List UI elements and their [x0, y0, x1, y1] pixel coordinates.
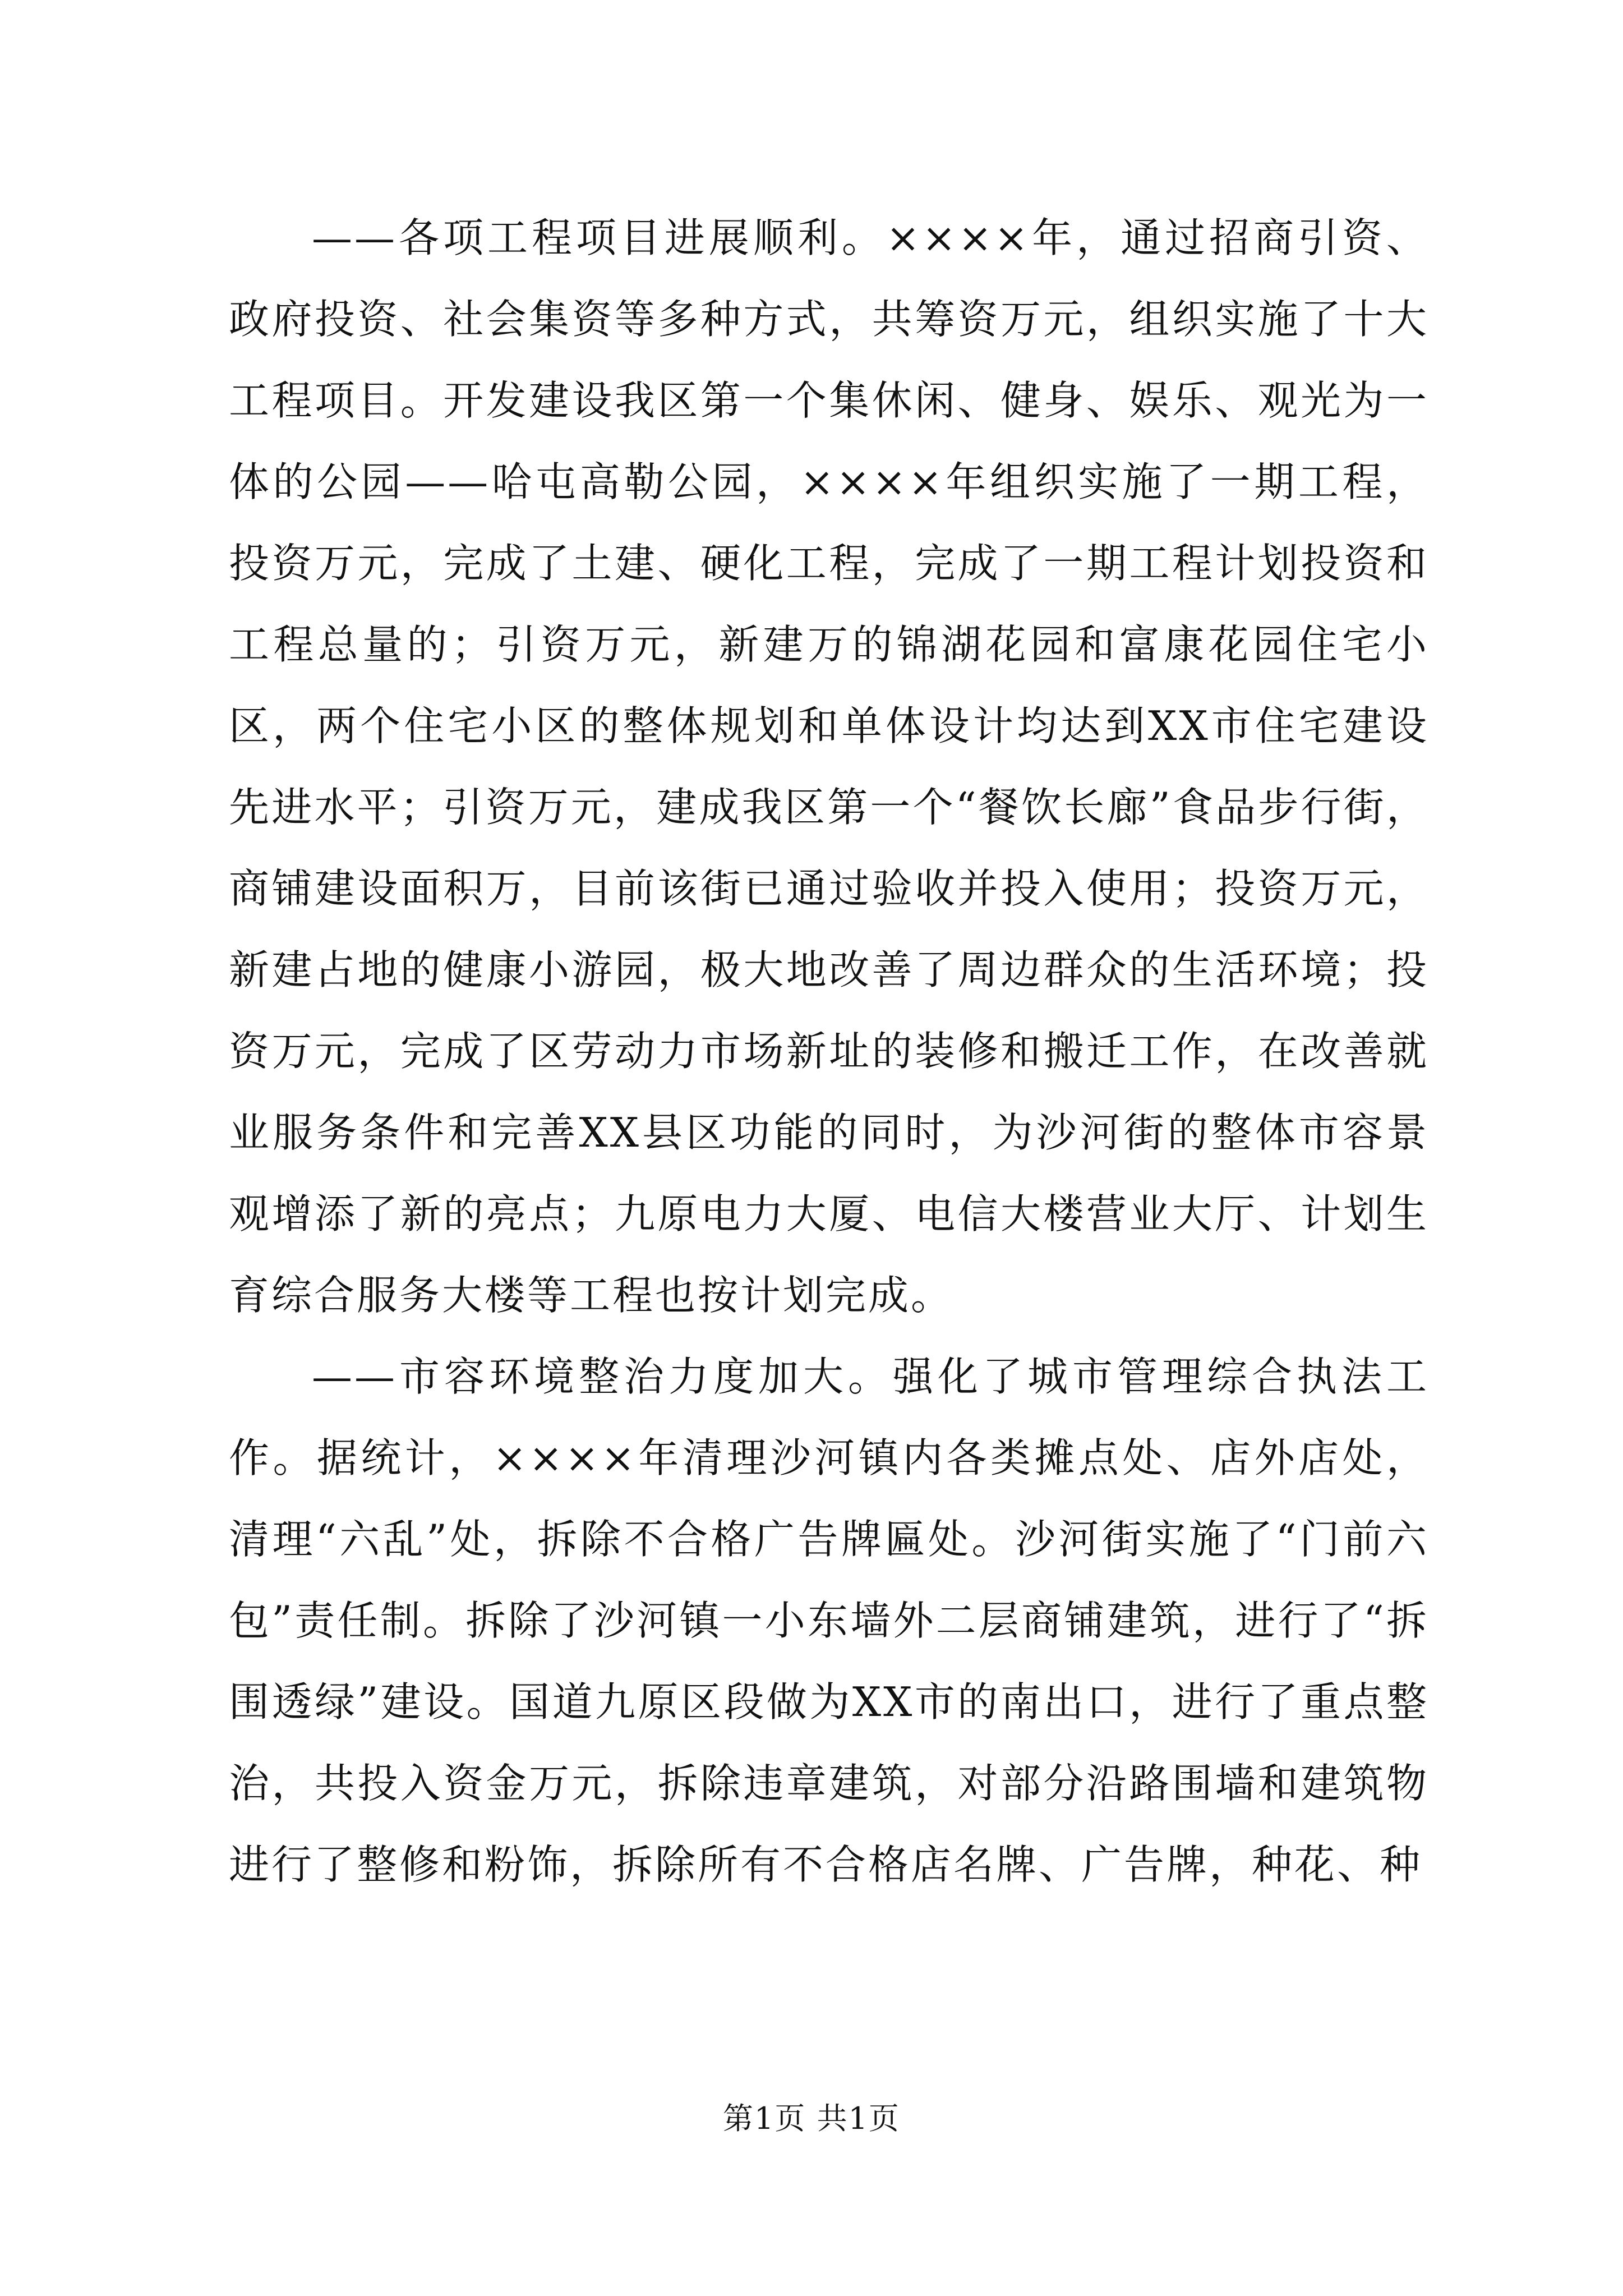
document-body: [229, 197, 1429, 1906]
paragraph-projects: ——各项工程项目进展顺利。××××年，通过招商引资、政府投资、社会集资等多种方式，共筹资万元，组织实施了十大工程项目。开发建设我区第一个集休闲、健身、娱乐、观光为一体的公园——哈屯高勒公园，××××年组织实施了一期工程，投资万元，完成了土建、硬化工程，完成了一期工程计划投资和工程总量的；引资万元，新建万的锦湖花园和富康花园住宅小区，两个住宅小区的整体规划和单体设计均达到XX市住宅建设先进水平；引资万元，建成我区第一个“餐饮长廊”食品步行街，商铺建设面积万，目前该街已通过验收并投入使用；投资万元，新建占地的健康小游园，极大地改善了周边群众的生活环境；投资万元，完成了区劳动力市场新址的装修和搬迁工作，在改善就业服务条件和完善XX县区功能的同时，为沙河街的整体市容景观增添了新的亮点；九原电力大厦、电信大楼营业大厅、计划生育综合服务大楼等工程也按计划完成。: [229, 214, 1429, 1319]
page-footer: 第1页 共1页: [723, 2101, 900, 2136]
paragraph-city-appearance: ——市容环境整治力度加大。强化了城市管理综合执法工作。据统计，××××年清理沙河镇内各类摊点处、店外店处，清理“六乱”处，拆除不合格广告牌匾处。沙河街实施了“门前六包”责任制。拆除了沙河镇一小东墙外二层商铺建筑，进行了“拆围透绿”建设。国道九原区段做为XX市的南出口，进行了重点整治，共投入资金万元，拆除违章建筑，对部分沿路围墙和建筑物进行了整修和粉饰，拆除所有不合格店名牌、广告牌，种花、种: [229, 1353, 1429, 1888]
